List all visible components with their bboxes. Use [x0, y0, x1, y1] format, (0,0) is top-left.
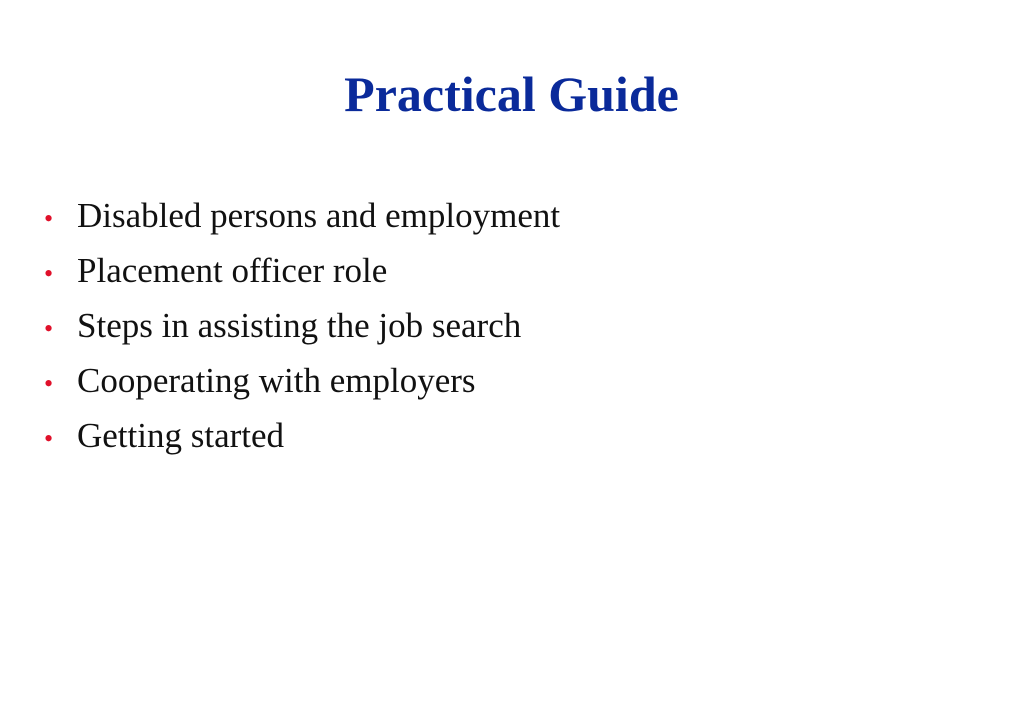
list-item-label: Cooperating with employers: [77, 361, 476, 400]
slide-title: Practical Guide: [344, 66, 679, 122]
bullet-icon: •: [44, 314, 54, 343]
list-item: [44, 300, 560, 355]
bullet-icon: •: [44, 424, 54, 453]
bullet-icon: •: [44, 259, 54, 288]
list-item: [44, 355, 560, 410]
list-item-label: Getting started: [77, 416, 285, 455]
bullet-list: [44, 190, 560, 465]
bullet-icon: •: [44, 369, 54, 398]
list-item: [44, 410, 560, 465]
list-item: [44, 245, 560, 300]
list-item-label: Disabled persons and employment: [77, 196, 561, 235]
list-item-label: Steps in assisting the job search: [77, 306, 522, 345]
list-item-label: Placement officer role: [77, 251, 388, 290]
bullet-icon: •: [44, 204, 54, 233]
list-item: [44, 190, 560, 245]
